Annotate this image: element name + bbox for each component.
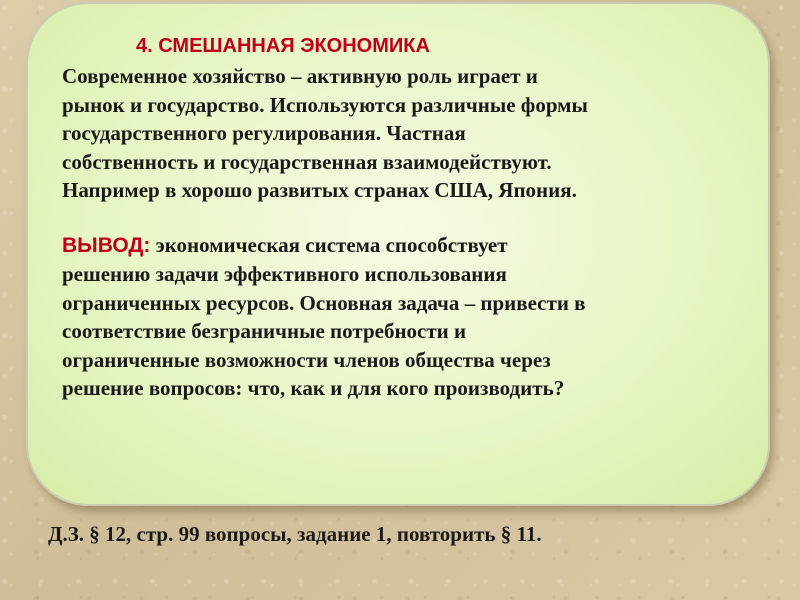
conclusion-line xyxy=(62,231,752,261)
conclusion-text: экономическая система способствует xyxy=(150,232,508,257)
paragraph-line: Современное хозяйство – активную роль играет и xyxy=(62,64,538,88)
slide-text-block xyxy=(62,32,752,403)
homework-assignment: Д.З. § 12, стр. 99 вопросы, задание 1, повторить § 11. xyxy=(48,522,542,546)
paragraph-line: рынок и государство. Используются различные формы xyxy=(62,92,588,117)
conclusion-line: решению задачи эффективного использования xyxy=(62,262,507,286)
paragraph-spacer xyxy=(62,205,752,231)
conclusion-line: ограниченных ресурсов. Основная задача – привести в xyxy=(62,290,586,315)
paragraph-line: государственного регулирования. Частная xyxy=(62,121,466,145)
conclusion-line: ограниченные возможности членов общества через xyxy=(62,347,551,372)
paragraph-line: Например в хорошо развитых странах США, Япония. xyxy=(62,178,577,202)
paragraph-line: собственность и государственная взаимодействуют. xyxy=(62,149,552,174)
conclusion-label: ВЫВОД: xyxy=(62,233,151,257)
content-card xyxy=(26,2,770,506)
conclusion-line: решение вопросов: что, как и для кого производить? xyxy=(62,376,565,400)
conclusion-line: соответствие безграничные потребности и xyxy=(62,319,467,343)
slide-heading: 4. СМЕШАННАЯ ЭКОНОМИКА xyxy=(136,35,430,57)
